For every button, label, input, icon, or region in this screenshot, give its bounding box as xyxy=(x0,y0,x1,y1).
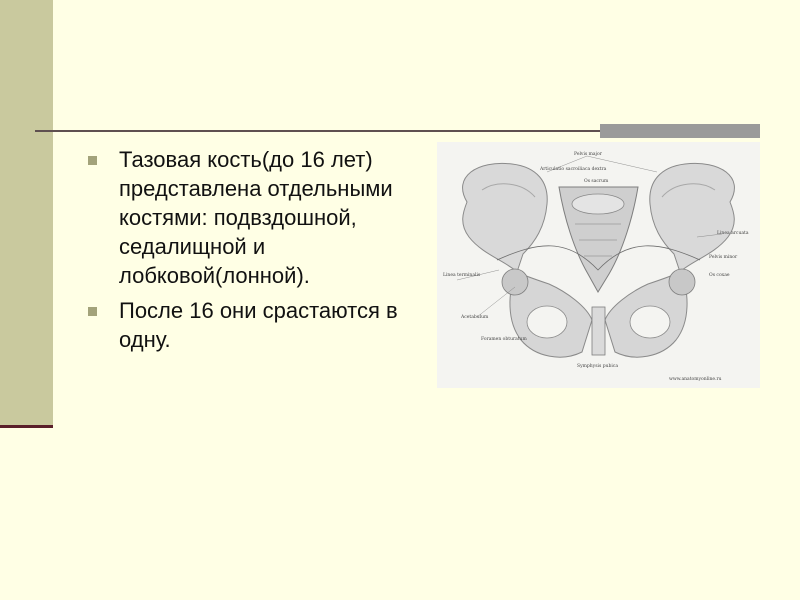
bullet-text: Тазовая кость(до 16 лет) представлена отдельными костями: подвздошной, седалищной и лобковой(лонной). xyxy=(119,147,393,288)
label-linea-arcuata: Linea arcuata xyxy=(717,231,749,236)
label-pelvis-minor: Pelvis minor xyxy=(709,255,738,260)
bullet-item xyxy=(86,296,406,354)
square-bullet-icon xyxy=(88,307,97,316)
left-band-underline xyxy=(0,425,53,428)
label-os-coxae: Os coxae xyxy=(709,273,730,278)
label-watermark: www.anatomyonline.ru xyxy=(669,377,722,382)
label-sacrum: Os sacrum xyxy=(584,179,609,184)
bullet-text: После 16 они срастаются в одну. xyxy=(119,298,398,352)
square-bullet-icon xyxy=(88,156,97,165)
label-symphysis: Symphysis pubica xyxy=(577,364,619,369)
label-sacroiliac: Articulatio sacroiliaca dextra xyxy=(540,167,607,172)
label-linea-terminalis: Linea terminalis xyxy=(443,273,481,278)
divider-accent-bar xyxy=(600,124,760,138)
bullet-item xyxy=(86,145,406,290)
label-pelvis-major: Pelvis major xyxy=(574,152,602,157)
bullet-list xyxy=(86,145,406,360)
pelvis-illustration xyxy=(437,142,760,388)
pelvis-drawing xyxy=(437,142,760,388)
left-decorative-band xyxy=(0,0,53,425)
label-acetabulum: Acetabulum xyxy=(461,315,489,320)
label-foramen-obturatum: Foramen obturatum xyxy=(481,337,527,342)
